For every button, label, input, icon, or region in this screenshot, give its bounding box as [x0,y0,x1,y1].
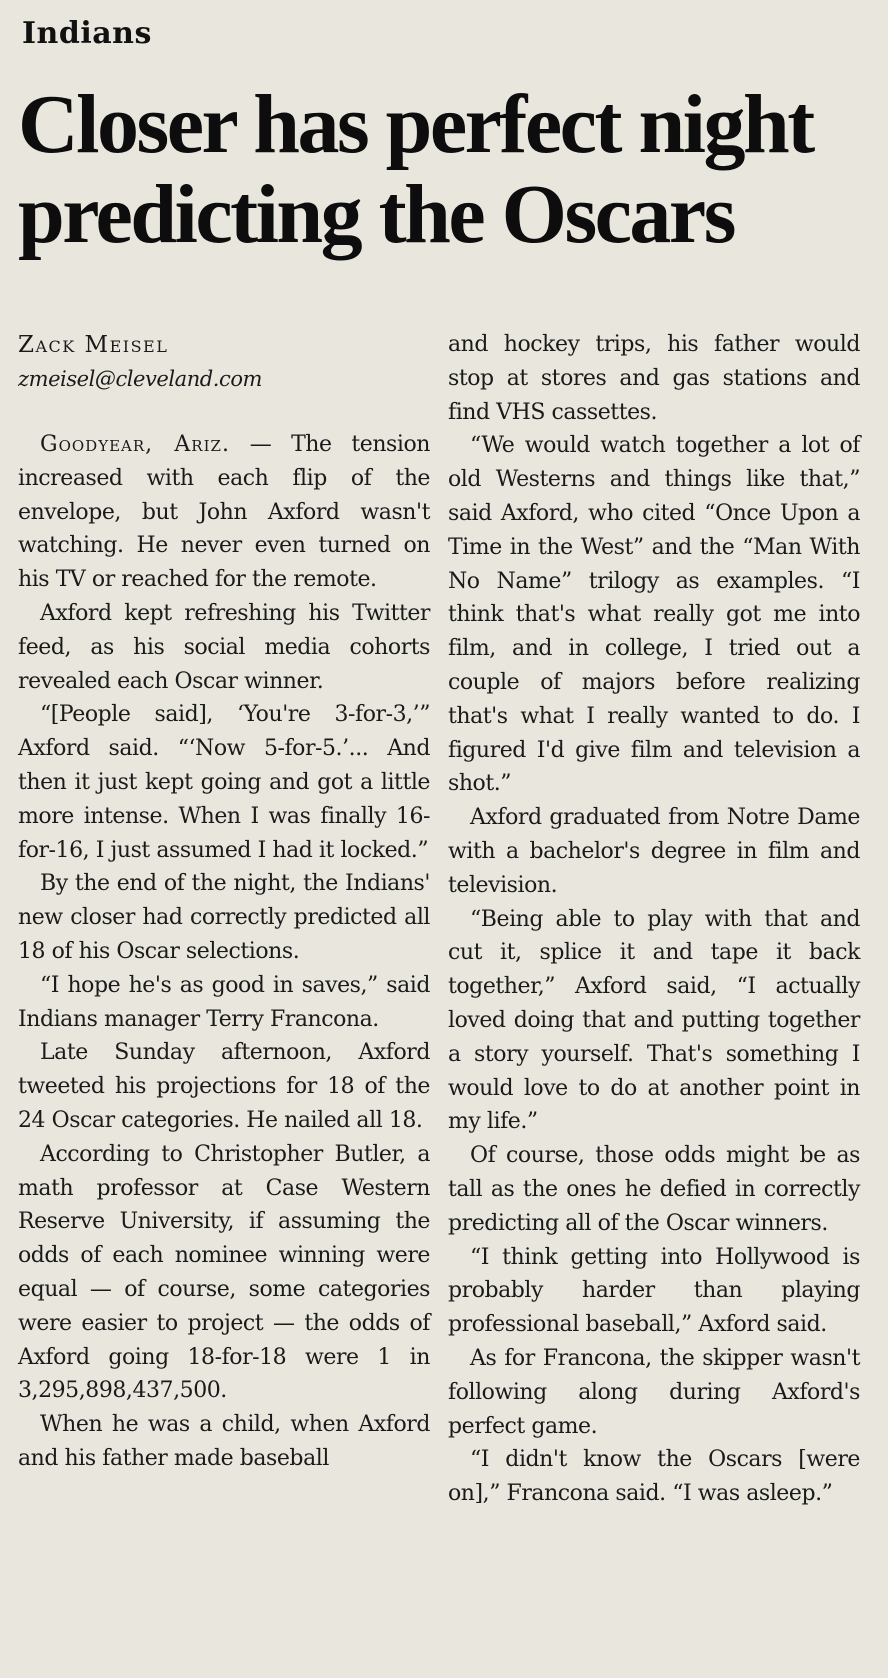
paragraph: When he was a child, when Axford and his father made baseball [18,1412,430,1471]
article-column-right [448,328,860,1511]
byline-author: Zack Meisel [18,332,169,358]
article-column-left [18,328,430,1476]
paragraph [18,428,430,597]
paragraph: “I didn't know the Oscars [were on],” Francona said. “I was asleep.” [448,1447,860,1507]
paragraph: By the end of the night, the Indians' new closer had correctly predicted all 18 of his Oscar selections. [18,871,430,964]
paragraph: Axford kept refreshing his Twitter feed, as his social media cohorts revealed each Oscar winner. [18,600,430,694]
dateline: Goodyear, Ariz. [40,432,230,457]
paragraph: Axford graduated from Notre Dame with a bachelor's degree in film and television. [448,805,860,898]
section-label: Indians [22,16,152,51]
paragraph: Late Sunday afternoon, Axford tweeted his projections for 18 of the 24 Oscar categories. He nailed all 18. [18,1040,430,1133]
byline-email: zmeisel@cleveland.com [18,367,262,391]
paragraph: Of course, those odds might be as tall as the ones he defied in correctly predicting all of the Oscar winners. [448,1143,860,1236]
paragraph: “Being able to play with that and cut it, splice it and tape it back together,” Axford said, “I actually loved doing that and putting together a story yourself. That's something I would love to do at another point in my life.” [448,906,860,1135]
headline-line-2: predicting the Oscars [18,168,734,261]
headline [18,80,878,260]
paragraph-text: — The tension increased with each flip of the envelope, but John Axford wasn't watching. He never even turned on his TV or reached for the remote. [18,432,430,593]
paragraph: “I hope he's as good in saves,” said Indians manager Terry Francona. [18,972,430,1032]
paragraph: “[People said], ‘You're 3-for-3,’” Axford said. “‘Now 5-for-5.’... And then it just kept going and got a little more intense. When I was finally 16-for-16, I just assumed I had it locked.” [18,702,430,863]
paragraph: As for Francona, the skipper wasn't following along during Axford's perfect game. [448,1345,860,1439]
headline-line-1: Closer has perfect night [18,78,813,171]
paragraph: According to Christopher Butler, a math professor at Case Western Reserve University, if assuming the odds of each nominee winning were equal — of course, some categories were easier to project — the odds of Axford going 18-for-18 were 1 in 3,295,898,437,500. [18,1141,430,1404]
paragraph: “We would watch together a lot of old Westerns and things like that,” said Axford, who cited “Once Upon a Time in the West” and the “Man With No Name” trilogy as examples. “I think that's what really got me into film, and in college, I tried out a couple of majors before realizing that's what I really wanted to do. I figured I'd give film and television a shot.” [448,433,860,797]
paragraph: “I think getting into Hollywood is probably harder than playing professional baseball,” Axford said. [448,1244,860,1338]
paragraph: and hockey trips, his father would stop at stores and gas stations and find VHS cassettes. [448,332,860,425]
